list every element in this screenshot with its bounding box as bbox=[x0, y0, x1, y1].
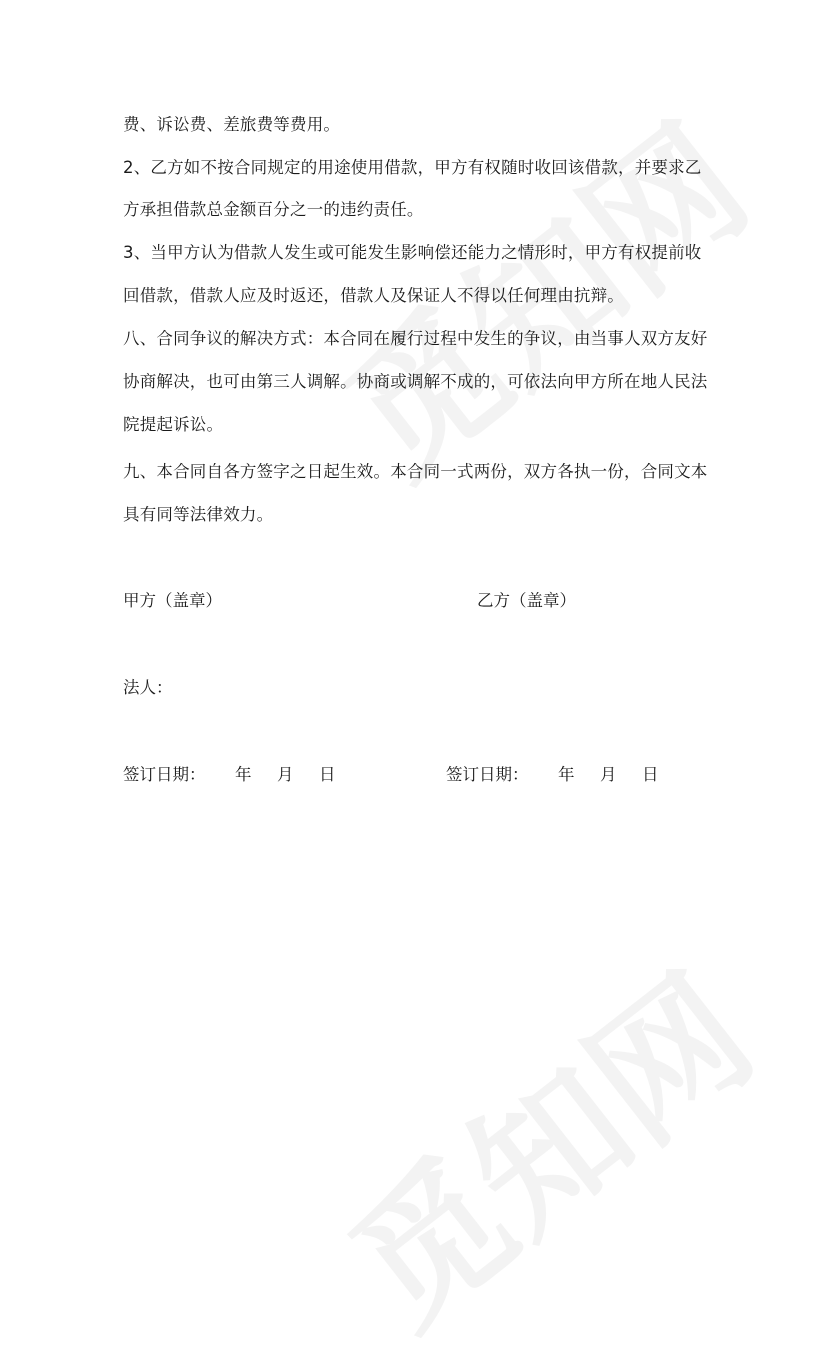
paragraph-line: 费、诉讼费、差旅费等费用。 bbox=[123, 115, 341, 134]
month-unit: 月 bbox=[600, 765, 617, 784]
paragraph-line: 院提起诉讼。 bbox=[123, 415, 224, 434]
paragraph-line: 方承担借款总金额百分之一的违约责任。 bbox=[123, 200, 424, 219]
month-unit: 月 bbox=[277, 765, 294, 784]
paragraph-line: 3、当甲方认为借款人发生或可能发生影响偿还能力之情形时，甲方有权提前收 bbox=[123, 243, 702, 262]
paragraph-line: 回借款，借款人应及时返还，借款人及保证人不得以任何理由抗辩。 bbox=[123, 286, 624, 305]
sign-date-label: 签订日期： bbox=[446, 765, 529, 784]
party-a-seal-label: 甲方（盖章） bbox=[123, 591, 222, 610]
legal-person-label: 法人： bbox=[123, 678, 173, 697]
day-unit: 日 bbox=[642, 765, 659, 784]
paragraph-line: 协商解决，也可由第三人调解。协商或调解不成的，可依法向甲方所在地人民法 bbox=[123, 372, 708, 391]
party-b-seal-label: 乙方（盖章） bbox=[477, 591, 576, 610]
watermark bbox=[300, 918, 788, 1365]
party-b-sign-date bbox=[446, 764, 659, 786]
party-a-sign-date bbox=[123, 764, 336, 786]
sign-date-label: 签订日期： bbox=[123, 765, 206, 784]
paragraph-line: 九、本合同自各方签字之日起生效。本合同一式两份，双方各执一份，合同文本 bbox=[123, 462, 708, 481]
paragraph-line: 2、乙方如不按合同规定的用途使用借款，甲方有权随时收回该借款，并要求乙 bbox=[123, 158, 702, 177]
year-unit: 年 bbox=[235, 765, 252, 784]
year-unit: 年 bbox=[558, 765, 575, 784]
day-unit: 日 bbox=[319, 765, 336, 784]
paragraph-line: 具有同等法律效力。 bbox=[123, 505, 274, 524]
paragraph-line: 八、合同争议的解决方式：本合同在履行过程中发生的争议，由当事人双方友好 bbox=[123, 329, 708, 348]
